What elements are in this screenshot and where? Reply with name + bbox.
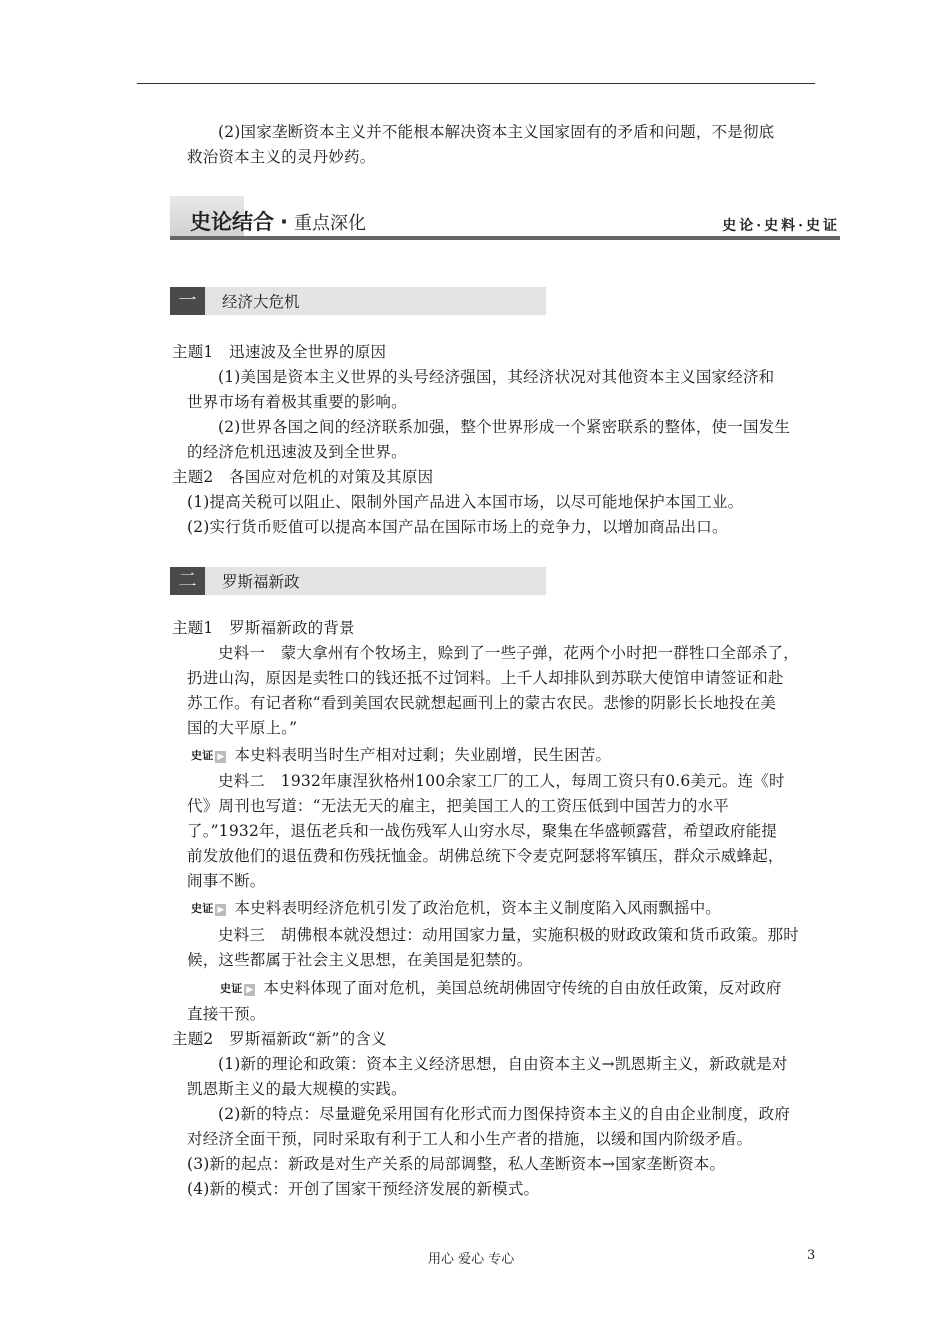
topic-heading: 主题1 罗斯福新政的背景 [172, 619, 355, 637]
banner-dot: · [280, 210, 288, 234]
evidence-tag-label: 史证 [191, 902, 214, 915]
body-line: 国的大平原上。” [187, 719, 298, 737]
body-line: 候，这些都属于社会主义思想，在美国是犯禁的。 [187, 951, 533, 969]
intro-line: 救治资本主义的灵丹妙药。 [187, 148, 376, 166]
body-line: 史料一 蒙大拿州有个牧场主，赊到了一些子弹，花两个小时把一群牲口全部杀了， [218, 644, 799, 662]
body-line: 闹事不断。 [187, 872, 266, 890]
footer-center: 用心 爱心 专心 [428, 1252, 515, 1267]
body-line: (1)提高关税可以阻止、限制外国产品进入本国市场，以尽可能地保护本国工业。 [187, 493, 744, 511]
body-line: 前发放他们的退伍费和伤残抚恤金。胡佛总统下令麦克阿瑟将军镇压，群众示威蜂起， [187, 847, 784, 865]
topic-heading: 主题1 迅速波及全世界的原因 [172, 343, 387, 361]
evidence-tag [191, 745, 226, 767]
section-title: 经济大危机 [222, 293, 300, 311]
intro-line: (2)国家垄断资本主义并不能根本解决资本主义国家固有的矛盾和问题，不是彻底 [218, 123, 775, 141]
arrow-icon: ▶ [217, 752, 225, 762]
topic-heading: 主题2 各国应对危机的对策及其原因 [172, 468, 434, 486]
body-line: 史料三 胡佛根本就没想过：动用国家力量，实施积极的财政政策和货币政策。那时 [218, 926, 799, 944]
body-line: (2)世界各国之间的经济联系加强，整个世界形成一个紧密联系的整体，使一国发生 [218, 418, 791, 436]
section-banner [170, 196, 840, 242]
evidence-line [191, 744, 611, 767]
header-rule [137, 83, 815, 84]
section-header-1 [170, 287, 546, 315]
banner-right-label: 史论·史料·史证 [722, 218, 840, 234]
section-title: 罗斯福新政 [222, 573, 300, 591]
evidence-tag-label: 史证 [220, 982, 243, 995]
body-line: 扔进山沟，原因是卖牲口的钱还抵不过饲料。上千人却排队到苏联大使馆申请签证和赴 [187, 669, 784, 687]
body-line: (4)新的模式：开创了国家干预经济发展的新模式。 [187, 1180, 540, 1198]
body-line: 世界市场有着极其重要的影响。 [187, 393, 407, 411]
body-line: (1)新的理论和政策：资本主义经济思想，自由资本主义→凯恩斯主义，新政就是对 [218, 1055, 788, 1073]
body-line: 代》周刊也写道：“无法无天的雇主，把美国工人的工资压低到中国苦力的水平 [187, 797, 729, 815]
evidence-line [191, 897, 721, 920]
evidence-tag [191, 898, 226, 920]
body-line: 苏工作。有记者称“看到美国农民就想起画刊上的蒙古农民。悲惨的阴影长长地投在美 [187, 694, 777, 712]
evidence-text: 本史料表明经济危机引发了政治危机，资本主义制度陷入风雨飘摇中。 [234, 899, 722, 917]
evidence-text: 本史料表明当时生产相对过剩；失业剧增，民生困苦。 [234, 746, 612, 764]
topic-heading: 主题2 罗斯福新政“新”的含义 [172, 1030, 387, 1048]
banner-subtitle: 重点深化 [293, 213, 366, 234]
arrow-icon: ▶ [246, 985, 254, 995]
page-number: 3 [807, 1248, 816, 1263]
body-line: 的经济危机迅速波及到全世界。 [187, 443, 407, 461]
body-line: 对经济全面干预，同时采取有利于工人和小生产者的措施，以缓和国内阶级矛盾。 [187, 1130, 753, 1148]
body-line: (2)新的特点：尽量避免采用国有化形式而力图保持资本主义的自由企业制度，政府 [218, 1105, 791, 1123]
banner-title-main: 史论结合 [190, 210, 274, 234]
section-number: 一 [170, 287, 205, 315]
banner-title [190, 206, 366, 236]
evidence-text: 本史料体现了面对危机，美国总统胡佛固守传统的自由放任政策，反对政府 [263, 979, 782, 997]
body-line: 直接干预。 [187, 1005, 266, 1023]
body-line: 了。”1932年，退伍老兵和一战伤残军人山穷水尽，聚集在华盛顿露营，希望政府能提 [187, 822, 778, 840]
evidence-tag-label: 史证 [191, 749, 214, 762]
arrow-icon: ▶ [217, 905, 225, 915]
section-number: 二 [170, 567, 205, 595]
body-line: (2)实行货币贬值可以提高本国产品在国际市场上的竞争力，以增加商品出口。 [187, 518, 728, 536]
evidence-tag [220, 978, 255, 1000]
evidence-line [220, 977, 782, 1000]
body-line: 凯恩斯主义的最大规模的实践。 [187, 1080, 407, 1098]
banner-bar [170, 236, 840, 240]
section-header-2 [170, 567, 546, 595]
body-line: 史料二 1932年康涅狄格州100余家工厂的工人，每周工资只有0.6美元。连《时 [218, 772, 785, 790]
body-line: (1)美国是资本主义世界的头号经济强国，其经济状况对其他资本主义国家经济和 [218, 368, 775, 386]
body-line: (3)新的起点：新政是对生产关系的局部调整，私人垄断资本→国家垄断资本。 [187, 1155, 726, 1173]
